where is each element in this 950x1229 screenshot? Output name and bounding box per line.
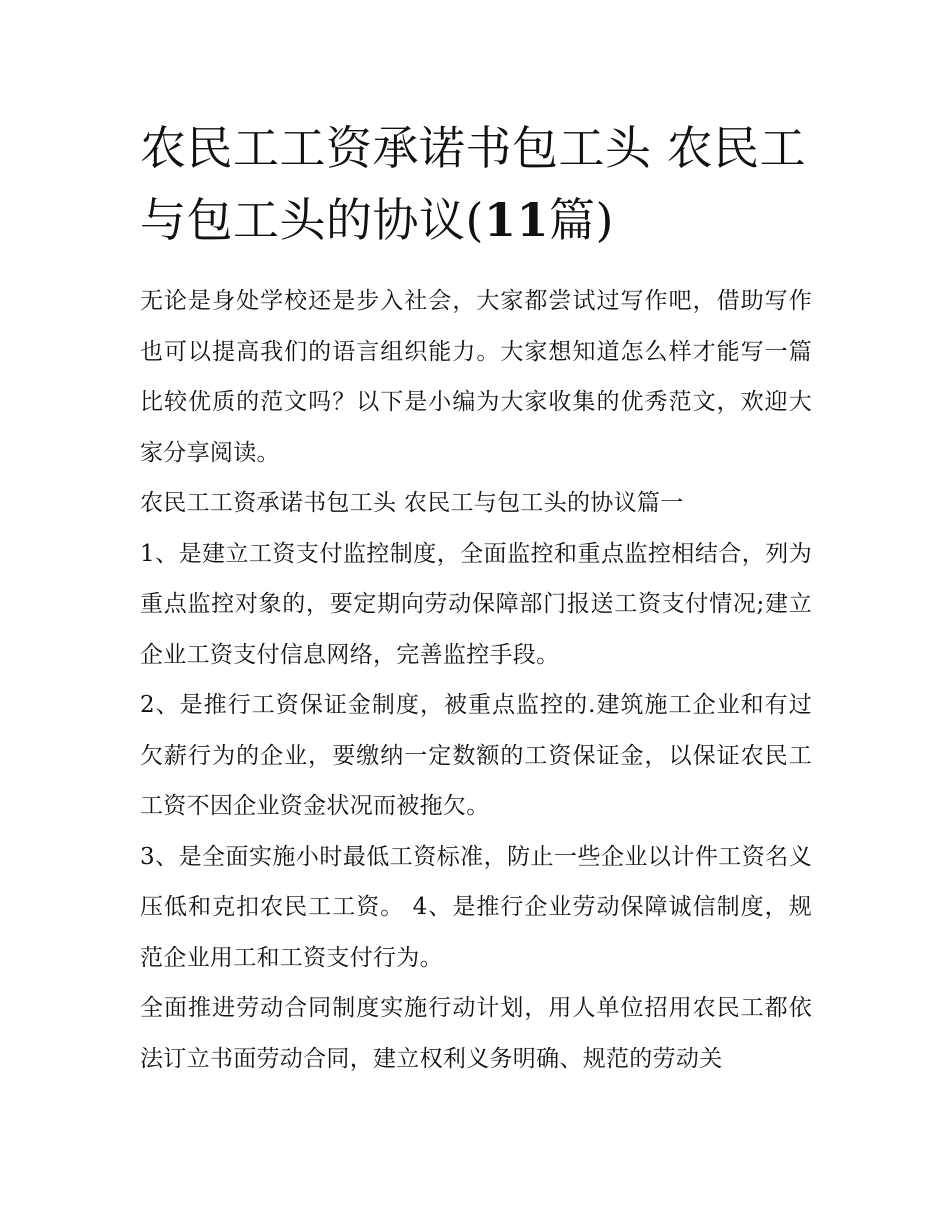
intro-paragraph: 无论是身处学校还是步入社会，大家都尝试过写作吧，借助写作也可以提高我们的语言组织能力。大家想知道怎么样才能写一篇比较优质的范文吗？以下是小编为大家收集的优秀范文，欢迎大家分享阅读。 bbox=[140, 288, 812, 466]
body-paragraph-2: 2、是推行工资保证金制度，被重点监控的.建筑施工企业和有过欠薪行为的企业，要缴纳一定数额的工资保证金，以保证农民工工资不因企业资金状况而被拖欠。 bbox=[140, 692, 812, 819]
document-title: 农民工工资承诺书包工头 农民工与包工头的协议(11篇) bbox=[140, 121, 807, 247]
body-paragraph-1: 1、是建立工资支付监控制度，全面监控和重点监控相结合，列为重点监控对象的，要定期向劳动保障部门报送工资支付情况;建立企业工资支付信息网络，完善监控手段。 bbox=[140, 540, 812, 668]
section-heading: 农民工工资承诺书包工头 农民工与包工头的协议篇一 bbox=[140, 490, 684, 516]
body-paragraph-4: 全面推进劳动合同制度实施行动计划，用人单位招用农民工都依法订立书面劳动合同，建立权利义务明确、规范的劳动关 bbox=[140, 995, 812, 1072]
body-paragraph-3: 3、是全面实施小时最低工资标准，防止一些企业以计件工资名义压低和克扣农民工工资。 4、是推行企业劳动保障诚信制度，规范企业用工和工资支付行为。 bbox=[140, 843, 812, 971]
title-count: 11 bbox=[483, 193, 549, 247]
document-page bbox=[140, 112, 812, 1084]
